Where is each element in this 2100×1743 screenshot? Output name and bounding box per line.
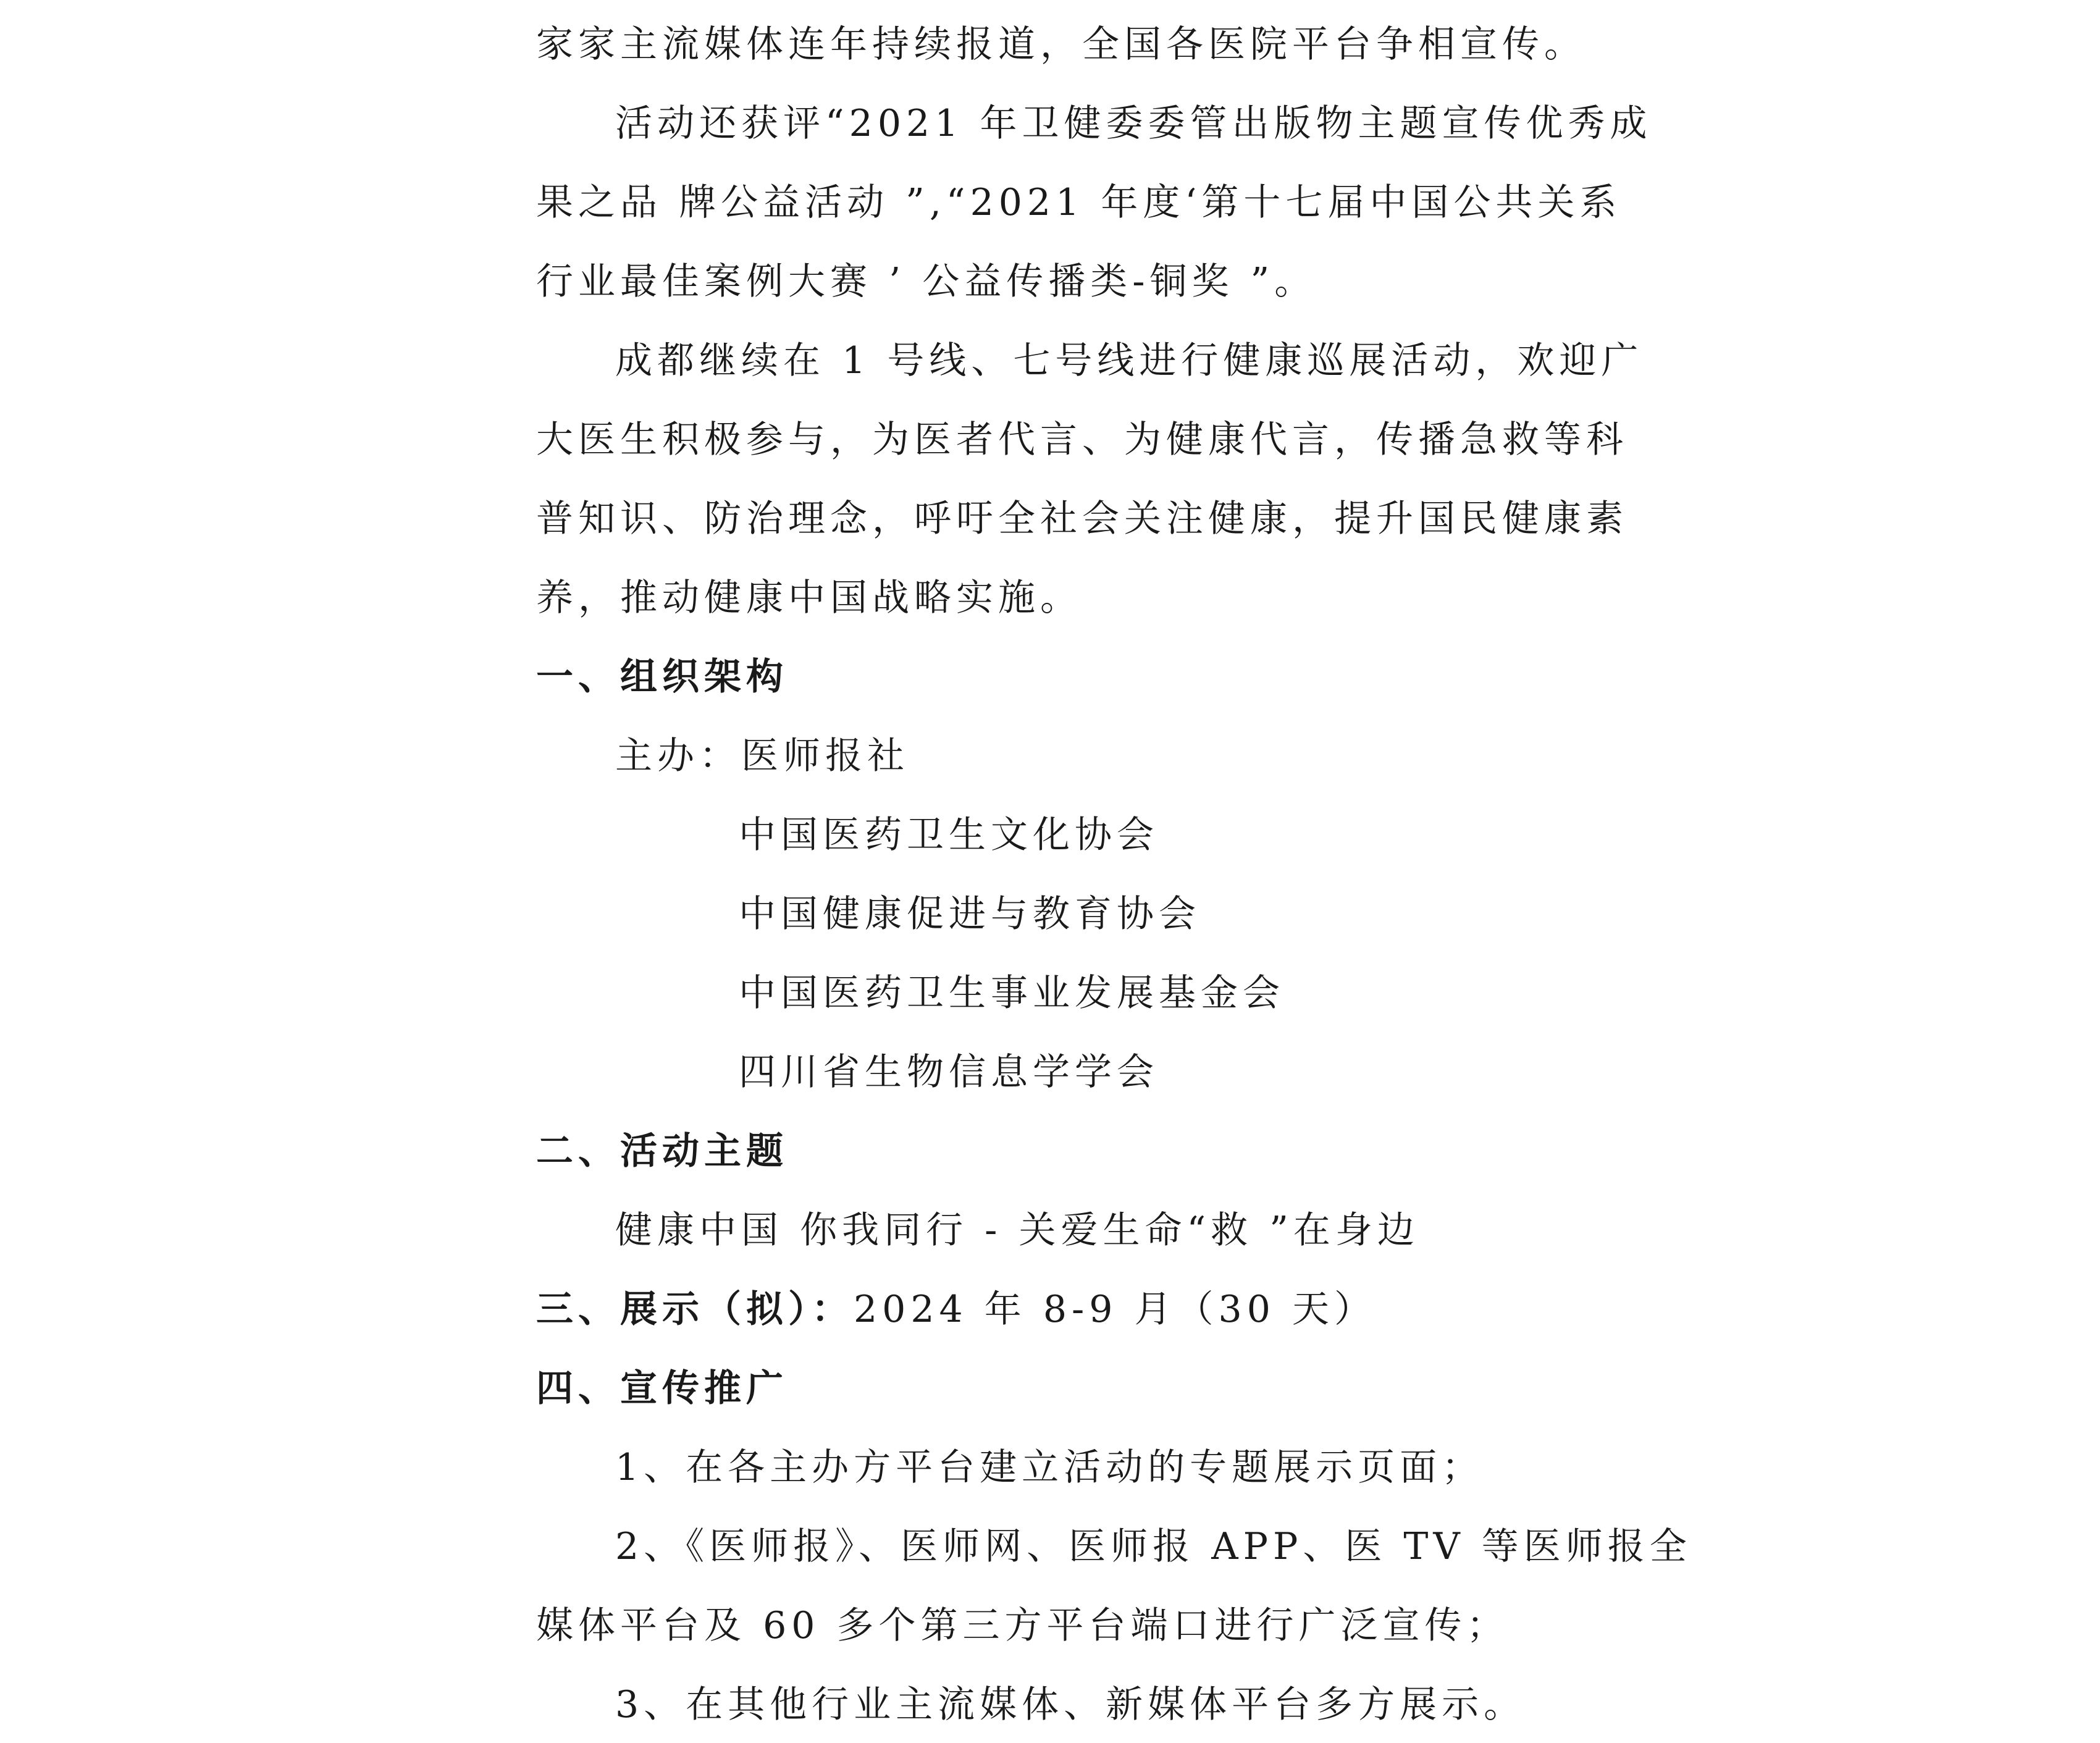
- award-paragraph-line-1: 活动还获评“2021 年卫健委委管出版物主题宣传优秀成: [615, 102, 1652, 145]
- section-heading-organization: 一、组织架构: [536, 655, 788, 699]
- activity-theme: 健康中国 你我同行 - 关爱生命“救 ”在身边: [615, 1209, 1419, 1252]
- exhibition-label: 三、展示（拟）：: [536, 1288, 854, 1331]
- host-name: 中国医药卫生事业发展基金会: [739, 972, 1285, 1015]
- chengdu-paragraph-line-2: 大医生积极参与，为医者代言、为健康代言，传播急救等科: [536, 418, 1628, 461]
- section-heading-exhibition: [536, 1279, 1586, 1340]
- host-name: 医师报社: [741, 734, 909, 778]
- section-heading-theme: 二、活动主题: [536, 1130, 788, 1173]
- award-paragraph-line-3: 行业最佳案例大赛 ’ 公益传播类-铜奖 ”。: [536, 260, 1317, 303]
- chengdu-paragraph-line-4: 养，推动健康中国战略实施。: [536, 576, 1082, 620]
- award-paragraph-line-2: 果之品 牌公益活动 ”,“2021 年度‘第十七届中国公共关系: [536, 181, 1622, 224]
- host-name: 四川省生物信息学学会: [739, 1051, 1159, 1094]
- promotion-item-3: 3、在其他行业主流媒体、新媒体平台多方展示。: [615, 1683, 1526, 1726]
- host-row-1: [615, 725, 1665, 787]
- chengdu-paragraph-line-1: 成都继续在 1 号线、七号线进行健康巡展活动，欢迎广: [615, 339, 1644, 382]
- promotion-item-1: 1、在各主办方平台建立活动的专题展示页面；: [615, 1446, 1484, 1489]
- chengdu-paragraph-line-3: 普知识、防治理念，呼吁全社会关注健康，提升国民健康素: [536, 497, 1628, 540]
- host-label: 主办：: [615, 734, 741, 778]
- host-name: 中国医药卫生文化协会: [739, 813, 1159, 857]
- host-name: 中国健康促进与教育协会: [739, 892, 1201, 936]
- exhibition-period: 2024 年 8-9 月（30 天）: [854, 1288, 1376, 1331]
- promotion-item-2-line-1: 2、《医师报》、医师网、医师报 APP、医 TV 等医师报全: [615, 1525, 1692, 1568]
- section-heading-promotion: 四、宣传推广: [536, 1367, 788, 1410]
- promotion-item-2-line-2: 媒体平台及 60 多个第三方平台端口进行广泛宣传；: [536, 1604, 1509, 1647]
- intro-line-1: 家家主流媒体连年持续报道，全国各医院平台争相宣传。: [536, 23, 1586, 66]
